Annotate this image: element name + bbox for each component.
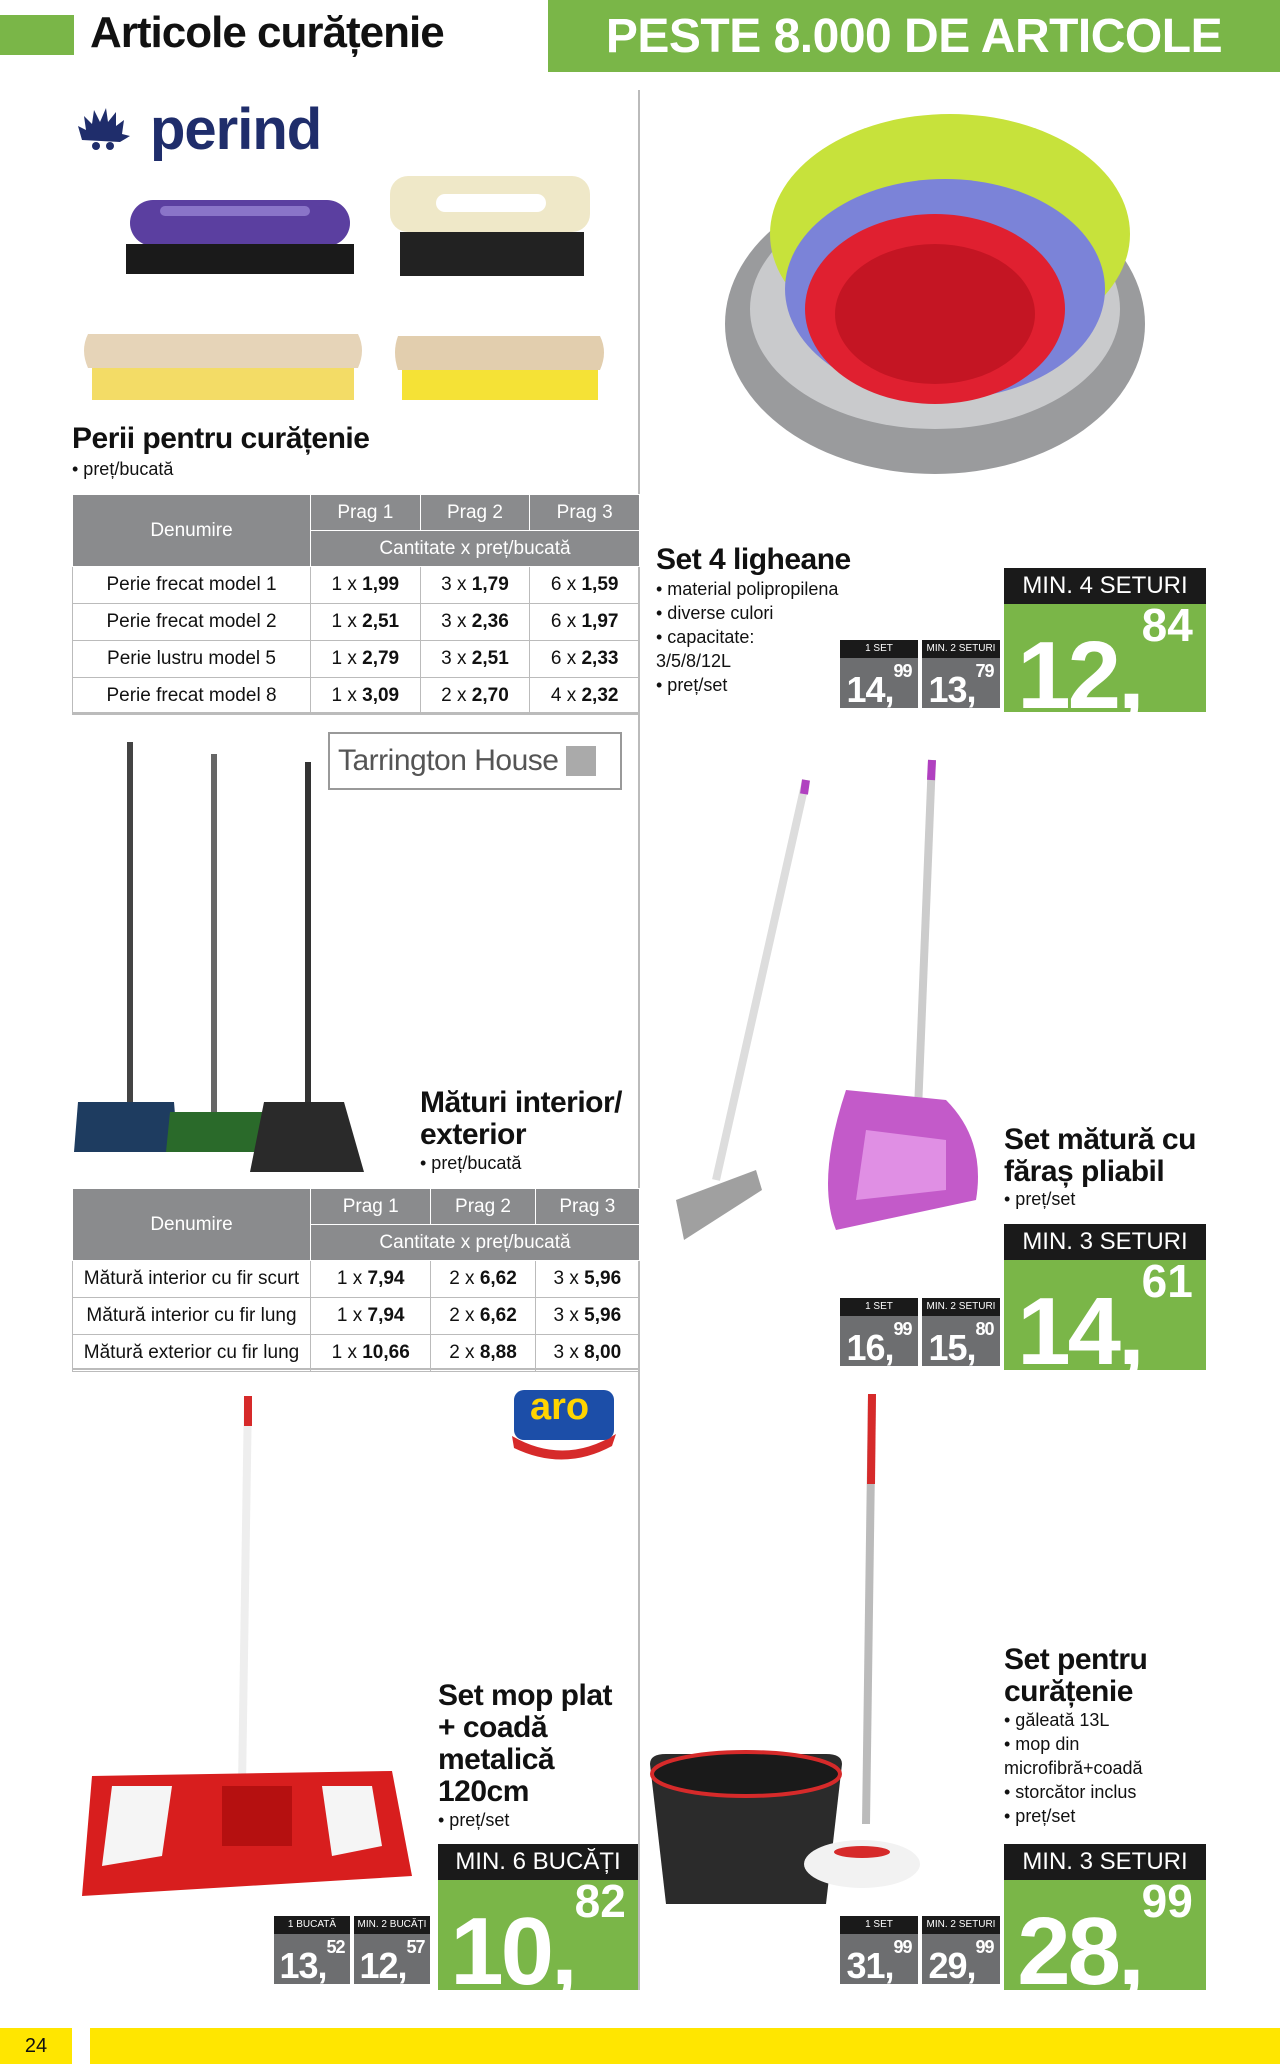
tier1-cell: 1 x 1,99 <box>311 567 421 604</box>
house-icon <box>566 746 596 776</box>
table-row <box>73 641 640 678</box>
table-row <box>73 1261 640 1298</box>
row-name: Perie frecat model 8 <box>73 678 311 715</box>
price-box-1buc: 1 BUCATĂ 13,52 <box>274 1916 350 1984</box>
col-header-tier1: Prag 1 <box>311 1189 431 1225</box>
col-header-tier2: Prag 2 <box>431 1189 535 1225</box>
brushes-price-table <box>72 494 640 715</box>
footer-bar <box>90 2028 1280 2064</box>
table-row <box>73 567 640 604</box>
tier1-cell: 1 x 2,79 <box>311 641 421 678</box>
tier2-cell: 2 x 6,62 <box>431 1298 535 1335</box>
big-price: 12,84 <box>1004 604 1206 712</box>
price-main <box>1004 1844 1206 2005</box>
tier3-cell: 6 x 1,97 <box>530 604 640 641</box>
price-box-1set: 1 SET 14,99 <box>840 640 918 708</box>
brushes-title: Perii pentru curățenie <box>72 422 370 455</box>
tier2-cell: 3 x 2,36 <box>420 604 530 641</box>
tier3-cell: 3 x 5,96 <box>535 1298 639 1335</box>
page-number: 24 <box>0 2028 72 2064</box>
min-quantity-label: MIN. 4 SETURI <box>1004 568 1206 604</box>
tier2-cell: 2 x 8,88 <box>431 1335 535 1372</box>
tarrington-logo <box>328 732 622 790</box>
cleaning-set-image <box>646 1384 946 1909</box>
tier2-cell: 3 x 1,79 <box>420 567 530 604</box>
flat-mop-image <box>72 1386 432 1911</box>
tier1-cell: 1 x 3,09 <box>311 678 421 715</box>
brooms-price-table <box>72 1188 640 1372</box>
row-name: Perie frecat model 1 <box>73 567 311 604</box>
table-row <box>73 604 640 641</box>
tier2-cell: 2 x 2,70 <box>420 678 530 715</box>
price-box-min2: MIN. 2 BUCĂȚI 12,57 <box>354 1916 430 1984</box>
price-main <box>1004 568 1206 729</box>
col-subheader: Cantitate x preț/bucată <box>311 531 640 567</box>
broomset-title: Set mătură cu făraș pliabil <box>1004 1123 1196 1188</box>
broom-dustpan-image <box>656 750 996 1255</box>
price-box-min2: MIN. 2 SETURI 29,99 <box>922 1916 1000 1984</box>
row-name: Mătură interior cu fir lung <box>73 1298 311 1335</box>
tier3-cell: 3 x 5,96 <box>535 1261 639 1298</box>
big-price: 14,61 <box>1004 1260 1206 1370</box>
row-name: Mătură interior cu fir scurt <box>73 1261 311 1298</box>
row-name: Perie lustru model 5 <box>73 641 311 678</box>
min-quantity-label: MIN. 3 SETURI <box>1004 1844 1206 1880</box>
price-main <box>438 1844 638 2005</box>
aro-wordmark: aro <box>530 1386 590 1428</box>
col-header-name: Denumire <box>73 495 311 567</box>
brush-image-cream <box>386 172 606 297</box>
tier3-cell: 3 x 8,00 <box>535 1335 639 1372</box>
tier2-cell: 3 x 2,51 <box>420 641 530 678</box>
hedgehog-icon <box>78 108 130 150</box>
brush-image-wood-small <box>390 330 610 411</box>
price-main <box>1004 1224 1206 1385</box>
table-row <box>73 1298 640 1335</box>
perind-logo <box>76 96 376 165</box>
brooms-title: Mături interior/ exterior <box>420 1086 623 1151</box>
price-box-1set: 1 SET 16,99 <box>840 1298 918 1366</box>
mop-title: Set mop plat + coadă metalică 120cm <box>438 1679 613 1808</box>
basins-title: Set 4 ligheane <box>656 543 851 576</box>
big-price: 28,99 <box>1004 1880 1206 1990</box>
brush-image-wood <box>78 328 368 413</box>
tier3-cell: 4 x 2,32 <box>530 678 640 715</box>
basins-bullets: • material polipropilena • diverse culori • capacitate: 3/5/8/12L • preț/set <box>656 579 839 695</box>
column-divider <box>638 90 640 1990</box>
col-subheader: Cantitate x preț/bucată <box>311 1225 640 1261</box>
cleanset-title: Set pentru curățenie <box>1004 1643 1148 1708</box>
mop-bullet: • preț/set <box>438 1810 510 1830</box>
tier1-cell: 1 x 7,94 <box>311 1298 431 1335</box>
tarrington-wordmark: Tarrington House <box>338 744 559 777</box>
price-box-min2: MIN. 2 SETURI 15,80 <box>922 1298 1000 1366</box>
tier2-cell: 2 x 6,62 <box>431 1261 535 1298</box>
cleanset-bullets: • găleată 13L • mop din microfibră+coadă • storcător inclus • preț/set <box>1004 1710 1143 1826</box>
broomset-bullet: • preț/set <box>1004 1189 1076 1209</box>
col-header-tier2: Prag 2 <box>420 495 530 531</box>
col-header-tier3: Prag 3 <box>530 495 640 531</box>
perind-wordmark: perind <box>150 97 322 162</box>
table-row <box>73 678 640 715</box>
brooms-image <box>74 732 374 1177</box>
tier1-cell: 1 x 2,51 <box>311 604 421 641</box>
price-box-min2: MIN. 2 SETURI 13,79 <box>922 640 1000 708</box>
big-price: 10,82 <box>438 1880 638 1990</box>
col-header-tier3: Prag 3 <box>535 1189 639 1225</box>
basins-image <box>720 94 1160 519</box>
min-quantity-label: MIN. 3 SETURI <box>1004 1224 1206 1260</box>
row-name: Perie frecat model 2 <box>73 604 311 641</box>
brooms-bullet: • preț/bucată <box>420 1153 522 1173</box>
col-header-tier1: Prag 1 <box>311 495 421 531</box>
tier1-cell: 1 x 10,66 <box>311 1335 431 1372</box>
header-banner: PESTE 8.000 DE ARTICOLE <box>548 0 1280 72</box>
brush-image-purple <box>120 190 360 295</box>
min-quantity-label: MIN. 6 BUCĂȚI <box>438 1844 638 1880</box>
tier1-cell: 1 x 7,94 <box>311 1261 431 1298</box>
col-header-name: Denumire <box>73 1189 311 1261</box>
price-box-1set: 1 SET 31,99 <box>840 1916 918 1984</box>
tier3-cell: 6 x 2,33 <box>530 641 640 678</box>
page-title: Articole curățenie <box>90 8 444 57</box>
row-name: Mătură exterior cu fir lung <box>73 1335 311 1372</box>
header-accent <box>0 15 74 55</box>
table-row <box>73 1335 640 1372</box>
brushes-bullet: • preț/bucată <box>72 459 174 479</box>
aro-logo <box>508 1386 620 1465</box>
tier3-cell: 6 x 1,59 <box>530 567 640 604</box>
